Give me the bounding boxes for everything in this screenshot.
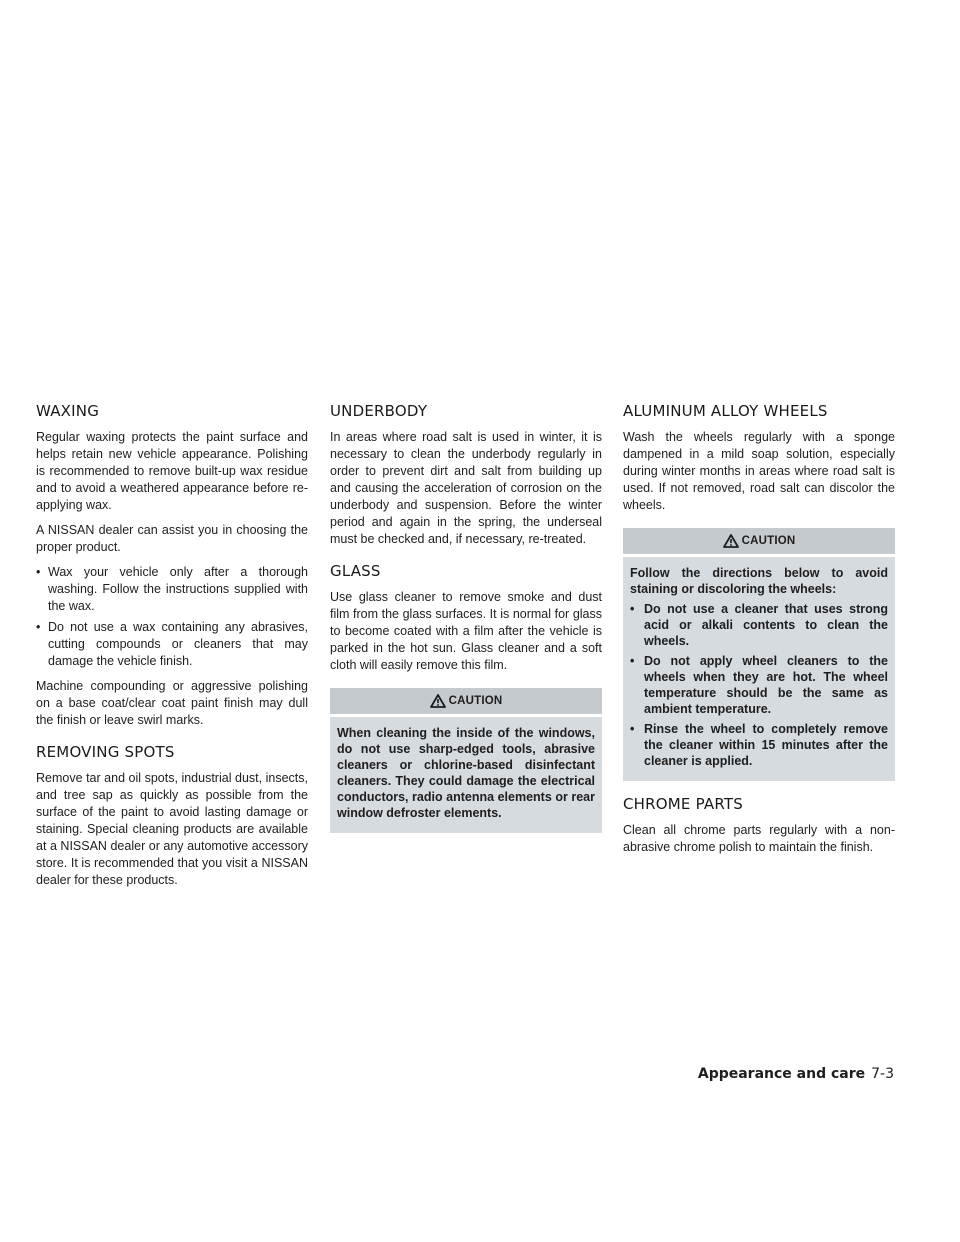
page-number: 7-3 (871, 1066, 894, 1082)
page-footer (698, 1066, 894, 1082)
caution-header (330, 688, 602, 717)
caution-body (623, 557, 895, 781)
list-item: • Do not use a wax containing any abrasives, cutting compounds or cleaners that may damage the vehicle finish. (36, 620, 308, 668)
glass-caution-text: When cleaning the inside of the windows, do not use sharp-edged tools, abrasive cleaners or chlorine-based disinfectant cleaners. They could damage the electrical conductors, radio antenna elements or rear window defroster elements. (337, 726, 595, 820)
list-item: • Rinse the wheel to completely remove the cleaner within 15 minutes after the cleaner is applied. (630, 722, 888, 768)
list-item: • Do not use a cleaner that uses strong acid or alkali contents to clean the wheels. (630, 602, 888, 648)
column-right (623, 402, 895, 864)
caution-body (330, 717, 602, 833)
chrome-heading: CHROME PARTS (623, 795, 743, 813)
chrome-paragraph: Clean all chrome parts regularly with a non-abrasive chrome polish to maintain the finish. (623, 823, 895, 854)
underbody-heading: UNDERBODY (330, 402, 428, 420)
wheels-paragraph: Wash the wheels regularly with a sponge dampened in a mild soap solution, especially during winter months in areas where road salt is used. If not removed, road salt can discolor the wheels. (623, 430, 895, 512)
waxing-paragraph-1: Regular waxing protects the paint surface and helps retain new vehicle appearance. Polishing is recommended to remove built-up wax residue and to avoid a weathered appearance before re-applying wax. (36, 430, 308, 512)
waxing-paragraph-2: A NISSAN dealer can assist you in choosing the proper product. (36, 523, 308, 554)
wheels-caution-intro: Follow the directions below to avoid staining or discoloring the wheels: (630, 566, 888, 596)
waxing-paragraph-3: Machine compounding or aggressive polishing on a base coat/clear coat paint finish may dull the finish or leave swirl marks. (36, 679, 308, 727)
removing-spots-paragraph: Remove tar and oil spots, industrial dust, insects, and tree sap as quickly as possible from the surface of the paint to avoid lasting damage or staining. Special cleaning products are available at a NISSAN dealer or any automotive accessory store. It is recommended that you visit a NISSAN dealer for these products. (36, 771, 308, 887)
wheels-caution-list (630, 601, 888, 769)
waxing-bullet-list (36, 564, 308, 670)
removing-spots-heading: REMOVING SPOTS (36, 743, 175, 761)
glass-paragraph: Use glass cleaner to remove smoke and dust film from the glass surfaces. It is normal for glass to become coated with a film after the vehicle is parked in the hot sun. Glass cleaner and a soft cloth will easily remove this film. (330, 590, 602, 672)
glass-caution-box (330, 688, 602, 833)
caution-label: CAUTION (741, 535, 796, 547)
wheels-caution-box (623, 528, 895, 781)
list-item: • Do not apply wheel cleaners to the wheels when they are hot. The wheel temperature should be the same as ambient temperature. (630, 654, 888, 716)
glass-heading: GLASS (330, 562, 381, 580)
list-item: • Wax your vehicle only after a thorough washing. Follow the instructions supplied with the wax. (36, 565, 308, 613)
column-left (36, 402, 308, 897)
caution-label: CAUTION (448, 695, 503, 707)
waxing-heading: WAXING (36, 402, 100, 420)
wheels-heading: ALUMINUM ALLOY WHEELS (623, 402, 828, 420)
warning-icon (723, 534, 739, 548)
caution-header (623, 528, 895, 557)
footer-section-title: Appearance and care (697, 1066, 866, 1082)
column-middle (330, 402, 602, 845)
underbody-paragraph: In areas where road salt is used in winter, it is necessary to clean the underbody regularly in order to prevent dirt and salt from building up and causing the acceleration of corrosion on the underbody and suspension. Before the winter period and again in the spring, the underseal must be checked and, if necessary, re-treated. (330, 430, 602, 546)
warning-icon (430, 694, 446, 708)
